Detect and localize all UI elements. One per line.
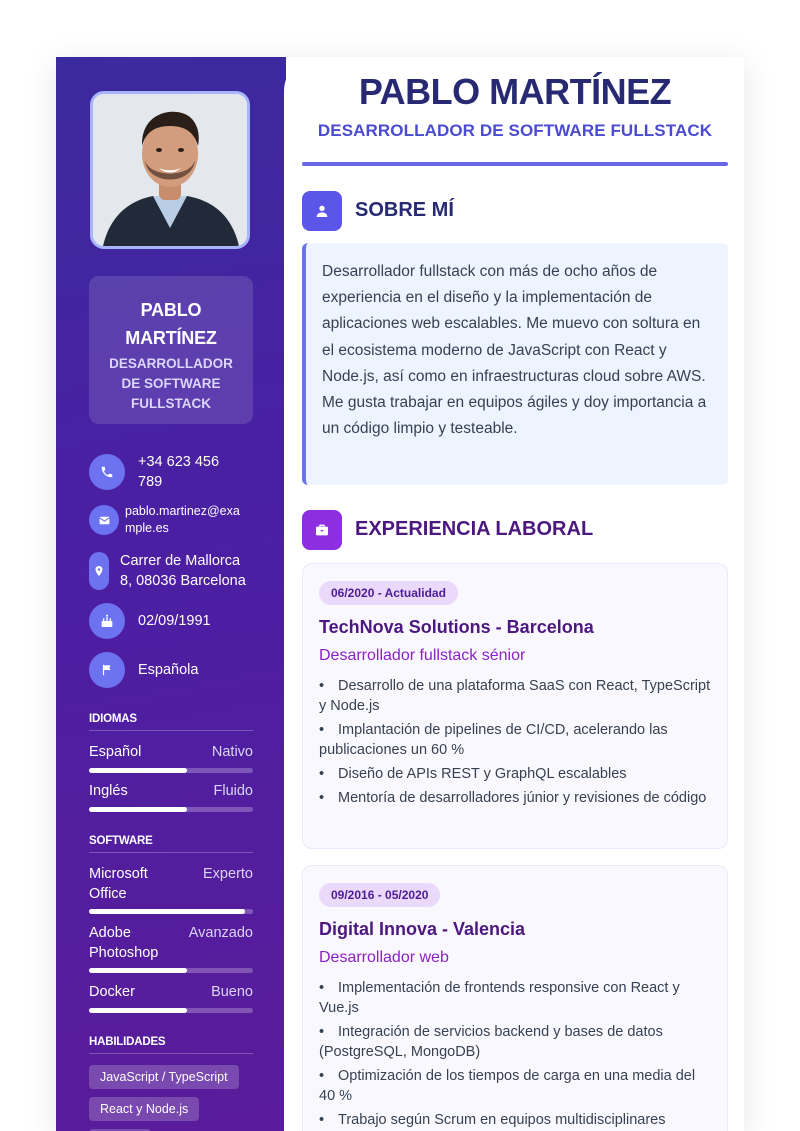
flag-icon — [89, 652, 125, 688]
name-card — [89, 276, 253, 424]
cv-sheet — [56, 57, 744, 1131]
about-title: SOBRE MÍ — [355, 199, 454, 221]
profile-photo — [90, 91, 250, 249]
language-name: Español — [89, 744, 142, 760]
contact-nationality — [89, 652, 198, 688]
contact-email — [89, 503, 240, 537]
software-item — [89, 864, 253, 914]
phone-line1: +34 623 456 — [138, 454, 220, 470]
job-company: TechNova Solutions - Barcelona — [319, 617, 594, 637]
job-company: Digital Innova - Valencia — [319, 919, 526, 939]
user-icon — [302, 191, 342, 231]
address-line2: 8, 08036 Barcelona — [120, 573, 246, 589]
language-level-bar — [89, 768, 253, 773]
skill-tag: React y Node.js — [89, 1097, 199, 1121]
main-content — [286, 57, 744, 1131]
software-title: SOFTWARE — [89, 835, 253, 853]
sidebar-name-line1: PABLO — [140, 300, 202, 320]
contact-birthdate — [89, 603, 211, 639]
language-level-fill — [89, 768, 187, 773]
software-item — [89, 982, 253, 1013]
job-card — [302, 865, 728, 1131]
language-item — [89, 742, 253, 773]
bullet-text: Integración de servicios backend y bases de datos (PostgreSQL, MongoDB) — [319, 1024, 663, 1060]
page-subtitle: DESARROLLADOR DE SOFTWARE FULLSTACK — [317, 121, 713, 140]
bullet-text: Desarrollo de una plataforma SaaS con React, TypeScript y Node.js — [319, 678, 711, 714]
list-item: • Desarrollo de una plataforma SaaS con React, TypeScript y Node.js — [319, 678, 711, 714]
phone-line2: 789 — [138, 474, 163, 490]
sidebar — [56, 57, 286, 1131]
experience-title: EXPERIENCIA LABORAL — [355, 518, 594, 540]
email-line2: mple.es — [125, 521, 169, 535]
software-name-line1: Docker — [89, 984, 135, 1000]
birthday-cake-icon — [89, 603, 125, 639]
bullet-text: Trabajo según Scrum en equipos multidisciplinares — [338, 1112, 666, 1128]
bullet-text: Implementación de frontends responsive con React y Vue.js — [319, 980, 680, 1016]
job-position: Desarrollador fullstack sénior — [319, 647, 526, 664]
sidebar-role — [89, 354, 253, 414]
address-line1: Carrer de Mallorca — [120, 553, 241, 569]
software-level-bar — [89, 909, 253, 914]
list-item: • Trabajo según Scrum en equipos multidisciplinares — [319, 1112, 666, 1128]
software-level-fill — [89, 909, 245, 914]
briefcase-icon — [302, 510, 342, 550]
about-text: Desarrollador fullstack con más de ocho años de experiencia en el diseño y la implementación de aplicaciones web escalables. Me muevo con soltura en el ecosistema moderno de JavaScript con React y Node.js, así como en infraestructuras cloud sobre AWS. Me gusta trabajar en equipos ágiles y doy importancia a un código limpio y testeable. — [302, 243, 728, 485]
language-level: Nativo — [211, 744, 253, 760]
sidebar-role-line3: FULLSTACK — [131, 396, 211, 411]
bullet-text: Optimización de los tiempos de carga en una media del 40 % — [319, 1068, 696, 1104]
software-level-bar — [89, 968, 253, 973]
job-bullets — [319, 676, 711, 808]
software-item — [89, 923, 253, 973]
job-bullets — [319, 978, 711, 1130]
location-pin-icon — [89, 552, 109, 590]
bullet-text: Diseño de APIs REST y GraphQL escalables — [338, 766, 627, 782]
page-title: PABLO MARTÍNEZ — [358, 71, 672, 112]
software-level-bar — [89, 1008, 253, 1013]
software-level: Experto — [203, 866, 253, 882]
skills-title: HABILIDADES — [89, 1036, 253, 1054]
software-name-line2: Office — [89, 886, 127, 902]
list-item: • Implantación de pipelines de CI/CD, acelerando las publicaciones un 60 % — [319, 722, 668, 758]
sidebar-role-line2: DE SOFTWARE — [121, 376, 221, 391]
language-level-bar — [89, 807, 253, 812]
bullet-text: Mentoría de desarrolladores júnior y revisiones de código — [338, 790, 707, 806]
list-item: • Diseño de APIs REST y GraphQL escalables — [319, 766, 627, 782]
contact-address — [89, 551, 246, 591]
languages-title: IDIOMAS — [89, 713, 253, 731]
birthdate: 02/09/1991 — [138, 613, 211, 629]
list-item: • Mentoría de desarrolladores júnior y revisiones de código — [319, 790, 707, 806]
email-line1: pablo.martinez@exa — [125, 504, 240, 518]
language-item — [89, 781, 253, 812]
job-position: Desarrollador web — [319, 949, 449, 966]
list-item: • Optimización de los tiempos de carga en una media del 40 % — [319, 1068, 696, 1104]
software-level: Bueno — [211, 984, 253, 1000]
sidebar-name-line2: MARTÍNEZ — [125, 328, 217, 348]
title-divider — [302, 162, 728, 166]
bullet-text: Implantación de pipelines de CI/CD, acelerando las publicaciones un 60 % — [319, 722, 668, 758]
software-name-line2: Photoshop — [89, 945, 159, 961]
software-level-fill — [89, 1008, 187, 1013]
skill-tag: JavaScript / TypeScript — [89, 1065, 239, 1089]
email-icon — [89, 505, 119, 535]
phone-icon — [89, 454, 125, 490]
list-item: • Integración de servicios backend y bases de datos (PostgreSQL, MongoDB) — [319, 1024, 663, 1060]
software-level: Avanzado — [188, 925, 253, 941]
software-level-fill — [89, 968, 187, 973]
list-item: • Implementación de frontends responsive con React y Vue.js — [319, 980, 680, 1016]
language-level-fill — [89, 807, 187, 812]
sidebar-role-line1: DESARROLLADOR — [109, 356, 233, 371]
software-name-line1: Adobe — [89, 925, 131, 941]
job-dates: 09/2016 - 05/2020 — [319, 883, 440, 907]
nationality: Española — [138, 662, 199, 678]
language-level: Fluido — [213, 783, 253, 799]
contact-phone — [89, 452, 219, 492]
job-card — [302, 563, 728, 849]
job-dates: 06/2020 - Actualidad — [319, 581, 458, 605]
language-name: Inglés — [89, 783, 128, 799]
software-name-line1: Microsoft — [89, 866, 148, 882]
